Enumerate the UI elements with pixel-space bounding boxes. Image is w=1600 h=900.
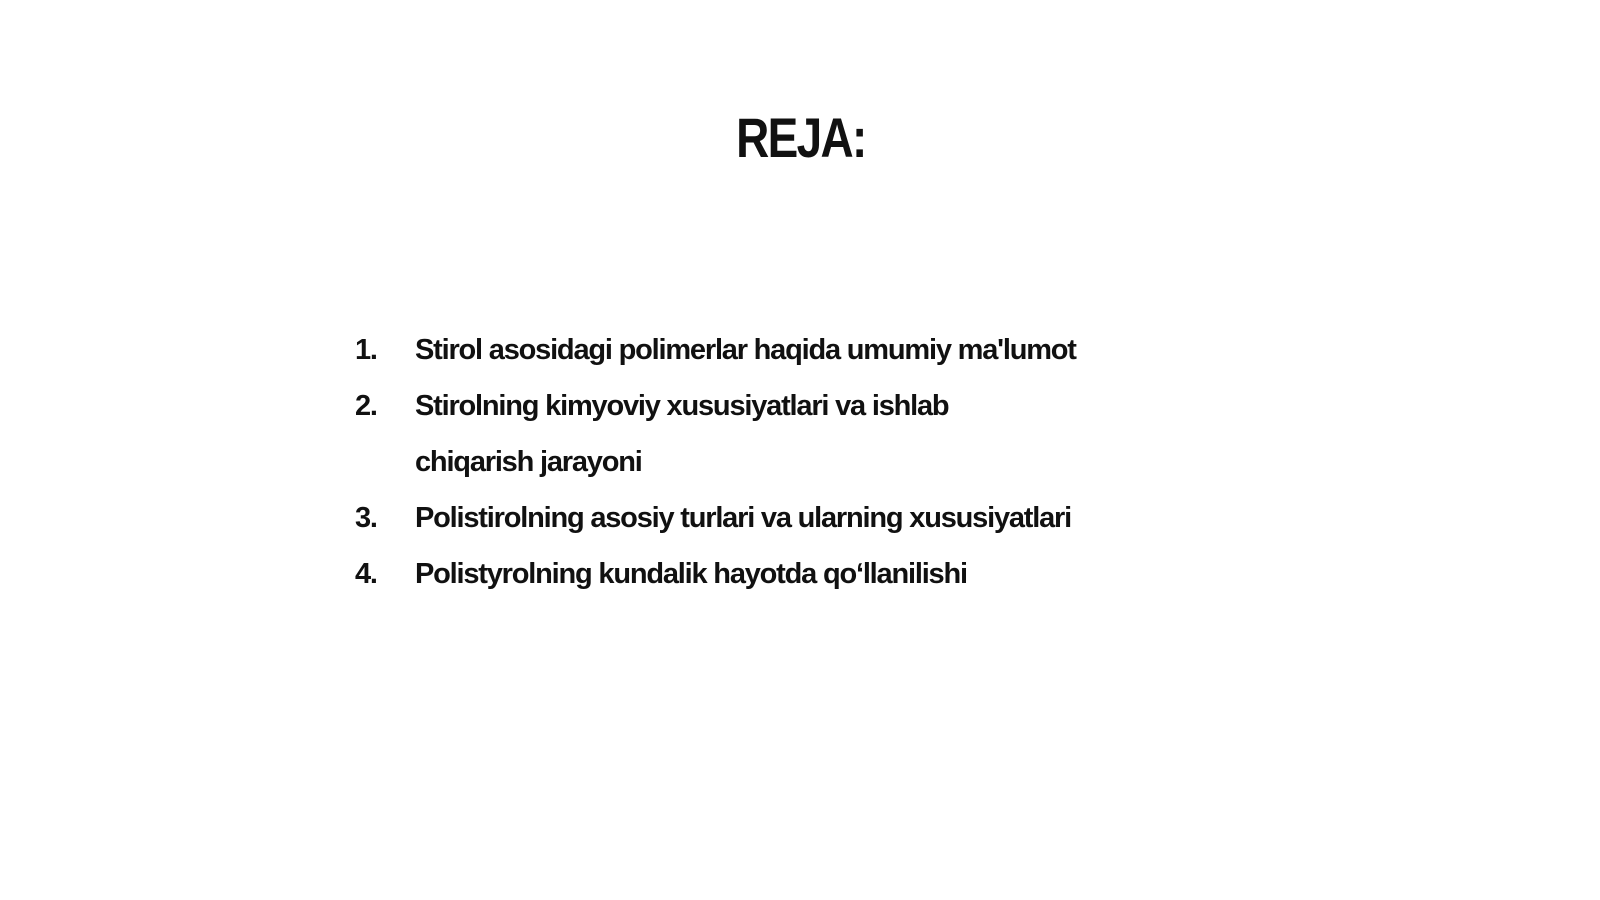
list-item: [355, 322, 1115, 378]
list-item-text: Polistyrolning kundalik hayotda qoʻllanilishi: [415, 558, 967, 590]
list-item: [355, 378, 1115, 490]
plan-list: [355, 322, 1115, 602]
list-item: [355, 490, 1115, 546]
list-item-number: 3.: [355, 502, 377, 534]
list-item: [355, 546, 1115, 602]
list-item-text: Stirolning kimyoviy xususiyatlari va ishlab chiqarish jarayoni: [415, 390, 949, 478]
slide-title: REJA:: [736, 106, 866, 169]
list-item-number: 4.: [355, 558, 377, 590]
list-item-text: Stirol asosidagi polimerlar haqida umumiy ma'lumot: [415, 334, 1076, 366]
list-item-number: 2.: [355, 390, 377, 422]
list-item-text: Polistirolning asosiy turlari va ularning xususiyatlari: [415, 502, 1071, 534]
list-item-number: 1.: [355, 334, 377, 366]
